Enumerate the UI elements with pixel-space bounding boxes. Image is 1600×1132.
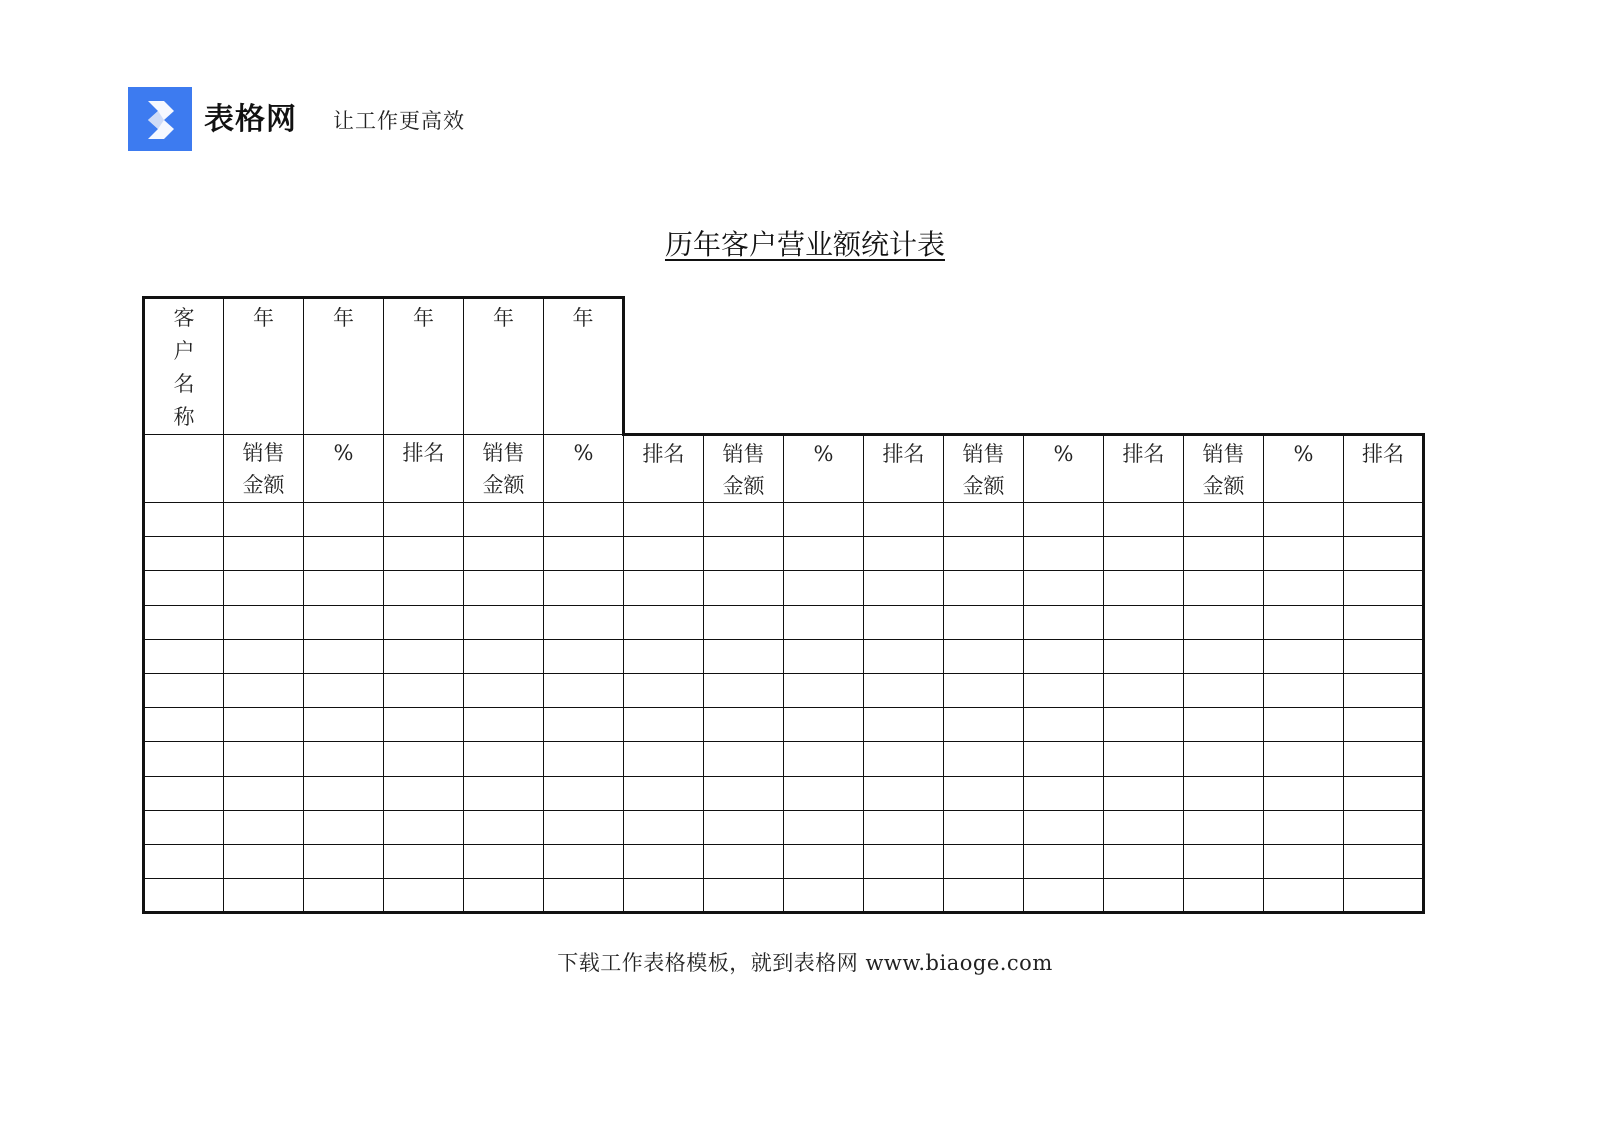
biaoge-logo-icon — [128, 87, 192, 151]
table-row — [144, 776, 1424, 810]
data-cell[interactable] — [1024, 503, 1104, 537]
table-row — [144, 673, 1424, 707]
customer-name-cell[interactable] — [144, 844, 224, 878]
data-cell[interactable] — [464, 503, 544, 537]
data-cell[interactable] — [384, 844, 464, 878]
data-cell[interactable] — [1024, 537, 1104, 571]
data-cell[interactable] — [784, 571, 864, 605]
sub-header-cell: % — [544, 435, 624, 503]
data-cell[interactable] — [224, 844, 304, 878]
data-cell[interactable] — [1104, 708, 1184, 742]
sub-header-cell: % — [784, 435, 864, 503]
sub-header-cell: % — [1264, 435, 1344, 503]
data-cell[interactable] — [464, 639, 544, 673]
data-cell[interactable] — [1344, 605, 1424, 639]
customer-name-cell[interactable] — [144, 708, 224, 742]
data-cell[interactable] — [864, 537, 944, 571]
table-row — [144, 844, 1424, 878]
data-cell[interactable] — [1024, 605, 1104, 639]
data-cell[interactable] — [384, 503, 464, 537]
data-cell[interactable] — [864, 708, 944, 742]
data-cell[interactable] — [864, 844, 944, 878]
data-cell[interactable] — [304, 639, 384, 673]
data-cell[interactable] — [1264, 776, 1344, 810]
data-cell[interactable] — [704, 571, 784, 605]
data-cell[interactable] — [624, 810, 704, 844]
data-cell[interactable] — [624, 708, 704, 742]
footer-text: 下载工作表格模板，就到表格网 www.biaoge.com — [557, 951, 1053, 975]
customer-name-cell[interactable] — [144, 503, 224, 537]
data-cell[interactable] — [1344, 776, 1424, 810]
data-cell[interactable] — [544, 708, 624, 742]
customer-name-cell[interactable] — [144, 742, 224, 776]
data-cell[interactable] — [1264, 708, 1344, 742]
table-row — [144, 810, 1424, 844]
data-cell[interactable] — [464, 776, 544, 810]
data-cell[interactable] — [704, 708, 784, 742]
data-cell[interactable] — [1184, 776, 1264, 810]
data-cell[interactable] — [944, 879, 1024, 913]
data-cell[interactable] — [384, 571, 464, 605]
customer-name-cell[interactable] — [144, 673, 224, 707]
data-cell[interactable] — [384, 673, 464, 707]
data-cell[interactable] — [1344, 844, 1424, 878]
data-cell[interactable] — [944, 742, 1024, 776]
data-cell[interactable] — [544, 879, 624, 913]
data-cell[interactable] — [624, 673, 704, 707]
data-cell[interactable] — [464, 605, 544, 639]
table-row — [144, 879, 1424, 913]
data-cell[interactable] — [944, 503, 1024, 537]
data-cell[interactable] — [384, 776, 464, 810]
data-cell[interactable] — [304, 571, 384, 605]
data-cell[interactable] — [224, 571, 304, 605]
data-cell[interactable] — [784, 776, 864, 810]
data-cell[interactable] — [784, 673, 864, 707]
data-cell[interactable] — [1264, 879, 1344, 913]
data-cell[interactable] — [1104, 639, 1184, 673]
data-cell[interactable] — [464, 673, 544, 707]
data-cell[interactable] — [544, 605, 624, 639]
sub-header-cell: 排名 — [384, 435, 464, 503]
data-cell[interactable] — [1184, 503, 1264, 537]
data-cell[interactable] — [304, 605, 384, 639]
data-cell[interactable] — [384, 742, 464, 776]
data-cell[interactable] — [1104, 742, 1184, 776]
data-cell[interactable] — [1184, 571, 1264, 605]
data-cell[interactable] — [304, 708, 384, 742]
data-cell[interactable] — [544, 571, 624, 605]
data-cell[interactable] — [224, 605, 304, 639]
data-cell[interactable] — [304, 844, 384, 878]
table-row — [144, 537, 1424, 571]
sub-header-cell: 排名 — [864, 435, 944, 503]
data-cell[interactable] — [544, 742, 624, 776]
data-cell[interactable] — [1264, 537, 1344, 571]
data-cell[interactable] — [864, 810, 944, 844]
data-cell[interactable] — [624, 742, 704, 776]
data-cell[interactable] — [1104, 571, 1184, 605]
data-cell[interactable] — [464, 879, 544, 913]
data-cell[interactable] — [1264, 503, 1344, 537]
data-cell[interactable] — [784, 844, 864, 878]
data-cell[interactable] — [384, 708, 464, 742]
data-cell[interactable] — [464, 810, 544, 844]
sub-header-cell: 排名 — [1344, 435, 1424, 503]
data-cell[interactable] — [784, 503, 864, 537]
customer-name-cell[interactable] — [144, 879, 224, 913]
data-cell[interactable] — [1264, 605, 1344, 639]
data-cell[interactable] — [784, 605, 864, 639]
data-cell[interactable] — [704, 605, 784, 639]
data-cell[interactable] — [1104, 503, 1184, 537]
data-cell[interactable] — [1184, 639, 1264, 673]
data-cell[interactable] — [1344, 537, 1424, 571]
data-cell[interactable] — [624, 503, 704, 537]
data-cell[interactable] — [864, 571, 944, 605]
data-cell[interactable] — [864, 639, 944, 673]
data-cell[interactable] — [624, 537, 704, 571]
data-cell[interactable] — [384, 639, 464, 673]
data-cell[interactable] — [304, 879, 384, 913]
data-cell[interactable] — [704, 810, 784, 844]
data-cell[interactable] — [1104, 879, 1184, 913]
sub-header-cell: 销售金额 — [1184, 435, 1264, 503]
data-cell[interactable] — [864, 742, 944, 776]
data-cell[interactable] — [864, 879, 944, 913]
sub-header-cell: % — [1024, 435, 1104, 503]
data-cell[interactable] — [544, 844, 624, 878]
data-cell[interactable] — [224, 810, 304, 844]
data-cell[interactable] — [784, 537, 864, 571]
data-cell[interactable] — [624, 879, 704, 913]
data-cell[interactable] — [1344, 810, 1424, 844]
data-cell[interactable] — [1104, 605, 1184, 639]
sub-header-cell: 销售金额 — [944, 435, 1024, 503]
data-cell[interactable] — [624, 605, 704, 639]
data-cell[interactable] — [784, 810, 864, 844]
sub-header-blank — [144, 435, 224, 503]
data-cell[interactable] — [1024, 810, 1104, 844]
data-cell[interactable] — [464, 537, 544, 571]
table-row — [144, 605, 1424, 639]
data-cell[interactable] — [1024, 844, 1104, 878]
data-cell[interactable] — [784, 639, 864, 673]
data-cell[interactable] — [704, 673, 784, 707]
data-cell[interactable] — [864, 776, 944, 810]
data-cell[interactable] — [464, 742, 544, 776]
data-cell[interactable] — [1264, 639, 1344, 673]
data-cell[interactable] — [1024, 776, 1104, 810]
data-cell[interactable] — [1024, 571, 1104, 605]
data-cell[interactable] — [544, 503, 624, 537]
data-cell[interactable] — [624, 639, 704, 673]
data-cell[interactable] — [864, 673, 944, 707]
data-cell[interactable] — [464, 571, 544, 605]
data-cell[interactable] — [1344, 673, 1424, 707]
year-header: 年 — [384, 298, 464, 435]
logo — [128, 87, 192, 151]
sub-header-cell: 销售金额 — [224, 435, 304, 503]
data-cell[interactable] — [1344, 503, 1424, 537]
data-cell[interactable] — [1184, 708, 1264, 742]
data-cell[interactable] — [1264, 742, 1344, 776]
table-row — [144, 571, 1424, 605]
data-cell[interactable] — [544, 537, 624, 571]
data-cell[interactable] — [1184, 537, 1264, 571]
data-cell[interactable] — [1344, 639, 1424, 673]
data-cell[interactable] — [224, 708, 304, 742]
data-cell[interactable] — [304, 776, 384, 810]
data-cell[interactable] — [944, 605, 1024, 639]
data-cell[interactable] — [784, 879, 864, 913]
data-cell[interactable] — [1344, 879, 1424, 913]
data-cell[interactable] — [1184, 673, 1264, 707]
data-cell[interactable] — [704, 503, 784, 537]
data-cell[interactable] — [944, 810, 1024, 844]
sub-header-cell: 销售金额 — [704, 435, 784, 503]
customer-name-cell[interactable] — [144, 571, 224, 605]
year-header: 年 — [544, 298, 624, 435]
customer-name-cell[interactable] — [144, 639, 224, 673]
data-cell[interactable] — [224, 639, 304, 673]
data-cell[interactable] — [1184, 605, 1264, 639]
data-cell[interactable] — [224, 776, 304, 810]
data-cell[interactable] — [1264, 810, 1344, 844]
data-cell[interactable] — [704, 639, 784, 673]
data-cell[interactable] — [944, 673, 1024, 707]
brand-slogan: 让工作更高效 — [333, 109, 465, 133]
customer-name-cell[interactable] — [144, 605, 224, 639]
data-cell[interactable] — [464, 844, 544, 878]
table-row — [144, 708, 1424, 742]
data-cell[interactable] — [704, 879, 784, 913]
data-cell[interactable] — [1024, 742, 1104, 776]
data-cell[interactable] — [1184, 879, 1264, 913]
data-cell[interactable] — [1184, 810, 1264, 844]
data-cell[interactable] — [224, 503, 304, 537]
sub-header-cell: % — [304, 435, 384, 503]
year-header: 年 — [304, 298, 384, 435]
data-cell[interactable] — [1104, 537, 1184, 571]
sub-header-cell: 排名 — [1104, 435, 1184, 503]
year-header: 年 — [464, 298, 544, 435]
data-cell[interactable] — [944, 844, 1024, 878]
data-cell[interactable] — [784, 742, 864, 776]
data-cell[interactable] — [784, 708, 864, 742]
data-cell[interactable] — [864, 605, 944, 639]
data-cell[interactable] — [1344, 571, 1424, 605]
data-cell[interactable] — [944, 639, 1024, 673]
data-cell[interactable] — [624, 571, 704, 605]
data-cell[interactable] — [1184, 742, 1264, 776]
data-cell[interactable] — [544, 639, 624, 673]
data-cell[interactable] — [1264, 571, 1344, 605]
data-cell[interactable] — [704, 776, 784, 810]
data-cell[interactable] — [1344, 742, 1424, 776]
data-cell[interactable] — [304, 810, 384, 844]
data-cell[interactable] — [304, 673, 384, 707]
data-cell[interactable] — [1104, 844, 1184, 878]
data-cell[interactable] — [1264, 673, 1344, 707]
data-cell[interactable] — [1024, 673, 1104, 707]
data-cell[interactable] — [224, 673, 304, 707]
data-cell[interactable] — [1104, 810, 1184, 844]
customer-name-cell[interactable] — [144, 810, 224, 844]
customer-name-cell[interactable] — [144, 537, 224, 571]
data-cell[interactable] — [624, 844, 704, 878]
table-row — [144, 639, 1424, 673]
data-cell[interactable] — [1024, 708, 1104, 742]
data-cell[interactable] — [1344, 708, 1424, 742]
data-cell[interactable] — [544, 673, 624, 707]
data-cell[interactable] — [944, 776, 1024, 810]
data-cell[interactable] — [384, 537, 464, 571]
data-cell[interactable] — [304, 537, 384, 571]
sales-stat-table — [142, 296, 1425, 914]
data-cell[interactable] — [304, 742, 384, 776]
data-cell[interactable] — [1104, 776, 1184, 810]
data-cell[interactable] — [944, 537, 1024, 571]
brand-name: 表格网 — [204, 102, 297, 137]
data-cell[interactable] — [944, 708, 1024, 742]
data-cell[interactable] — [224, 879, 304, 913]
data-cell[interactable] — [704, 742, 784, 776]
data-cell[interactable] — [384, 605, 464, 639]
year-header: 年 — [224, 298, 304, 435]
data-cell[interactable] — [544, 776, 624, 810]
data-cell[interactable] — [384, 879, 464, 913]
table-row — [144, 503, 1424, 537]
data-cell[interactable] — [1264, 844, 1344, 878]
data-cell[interactable] — [1024, 879, 1104, 913]
data-cell[interactable] — [944, 571, 1024, 605]
sub-header-cell: 排名 — [624, 435, 704, 503]
data-cell[interactable] — [1024, 639, 1104, 673]
data-cell[interactable] — [1184, 844, 1264, 878]
table-row — [144, 742, 1424, 776]
customer-name-header: 客户名称 — [144, 298, 224, 435]
data-cell[interactable] — [544, 810, 624, 844]
data-cell[interactable] — [224, 742, 304, 776]
data-cell[interactable] — [224, 537, 304, 571]
sub-header-cell: 销售金额 — [464, 435, 544, 503]
blank-area — [624, 298, 1424, 435]
data-cell[interactable] — [864, 503, 944, 537]
page-title: 历年客户营业额统计表 — [664, 228, 945, 261]
customer-name-cell[interactable] — [144, 776, 224, 810]
data-cell[interactable] — [704, 537, 784, 571]
data-cell[interactable] — [704, 844, 784, 878]
data-cell[interactable] — [624, 776, 704, 810]
data-cell[interactable] — [464, 708, 544, 742]
data-cell[interactable] — [384, 810, 464, 844]
data-cell[interactable] — [1104, 673, 1184, 707]
data-cell[interactable] — [304, 503, 384, 537]
